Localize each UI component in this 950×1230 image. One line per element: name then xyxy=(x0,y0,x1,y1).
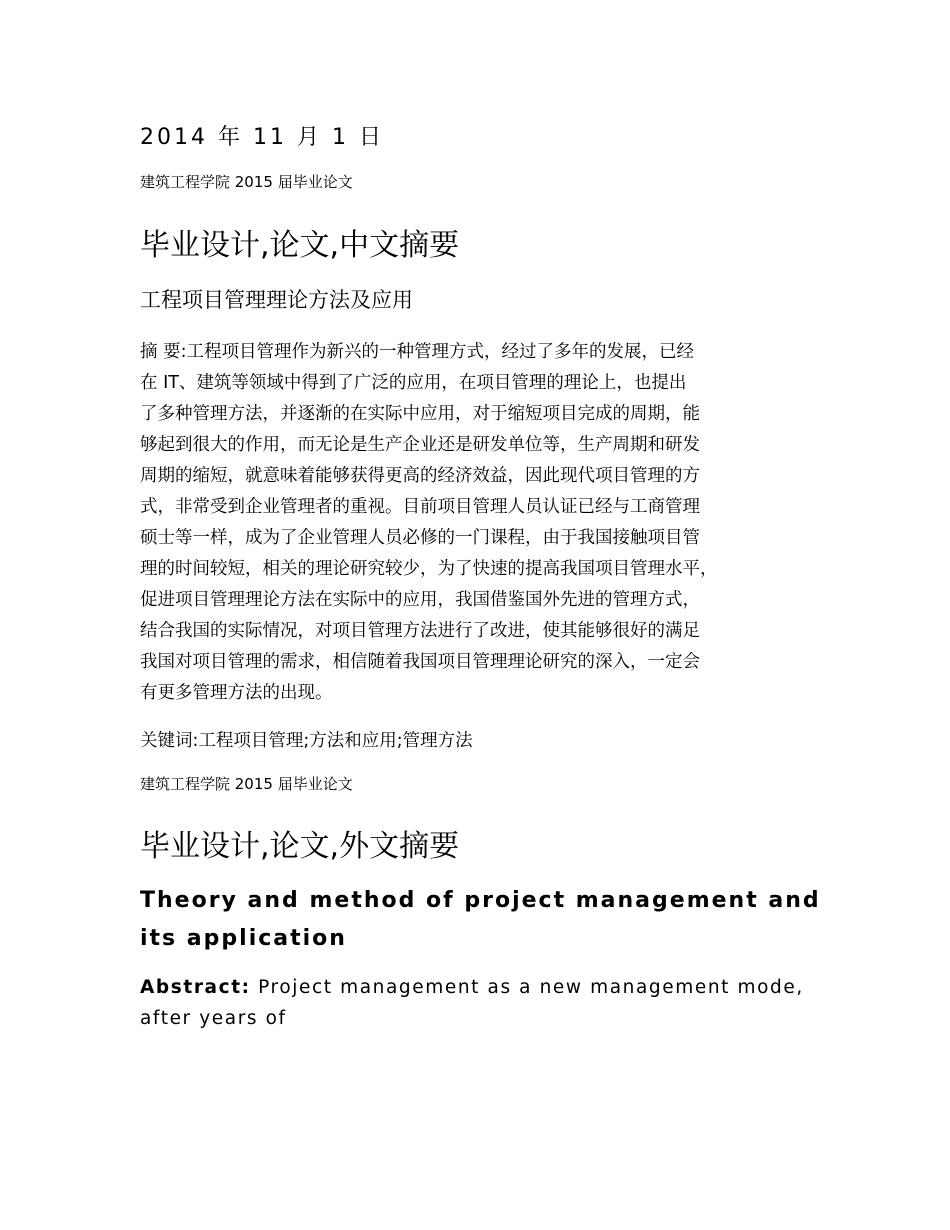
abstract-line: 促进项目管理理论方法在实际中的应用，我国借鉴国外先进的管理方式， xyxy=(140,590,700,610)
english-abstract-body xyxy=(140,972,830,1034)
abstract-line: 了多种管理方法，并逐渐的在实际中应用，对于缩短项目完成的周期，能 xyxy=(140,404,700,424)
thesis-title-chinese: 工程项目管理理论方法及应用 xyxy=(140,288,413,312)
running-header: 建筑工程学院 2015 届毕业论文 xyxy=(140,775,353,793)
chinese-abstract-heading: 毕业设计,论文,中文摘要 xyxy=(140,228,460,263)
thesis-title-english xyxy=(140,882,830,958)
chinese-abstract-body xyxy=(140,337,830,709)
abstract-line: 在 IT、建筑等领域中得到了广泛的应用，在项目管理的理论上，也提出 xyxy=(140,373,687,393)
document-date: 2014 年 11 月 1 日 xyxy=(140,125,384,150)
running-header: 建筑工程学院 2015 届毕业论文 xyxy=(140,173,353,191)
abstract-line: 硕士等一样，成为了企业管理人员必修的一门课程，由于我国接触项目管 xyxy=(140,528,700,548)
abstract-text: Project management as a new management mode, xyxy=(250,977,804,998)
foreign-abstract-heading: 毕业设计,论文,外文摘要 xyxy=(140,829,460,864)
abstract-line: 我国对项目管理的需求，相信随着我国项目管理理论研究的深入，一定会 xyxy=(140,652,700,672)
abstract-line: 够起到很大的作用，而无论是生产企业还是研发单位等，生产周期和研发 xyxy=(140,435,700,455)
chinese-keywords: 关键词:工程项目管理;方法和应用;管理方法 xyxy=(140,731,473,751)
abstract-line: 结合我国的实际情况，对项目管理方法进行了改进，使其能够很好的满足 xyxy=(140,621,700,641)
title-line: Theory and method of project management and xyxy=(140,888,821,913)
abstract-label: Abstract: xyxy=(140,977,251,998)
title-line: its application xyxy=(140,926,347,951)
abstract-line: 周期的缩短，就意味着能够获得更高的经济效益，因此现代项目管理的方 xyxy=(140,466,700,486)
abstract-line: 式，非常受到企业管理者的重视。目前项目管理人员认证已经与工商管理 xyxy=(140,497,700,517)
abstract-line: 有更多管理方法的出现。 xyxy=(140,683,333,703)
abstract-line: 理的时间较短，相关的理论研究较少，为了快速的提高我国项目管理水平， xyxy=(140,559,718,579)
abstract-line: 摘 要:工程项目管理作为新兴的一种管理方式，经过了多年的发展，已经 xyxy=(140,342,694,362)
abstract-line xyxy=(140,972,830,1003)
abstract-line: after years of xyxy=(140,1008,287,1029)
